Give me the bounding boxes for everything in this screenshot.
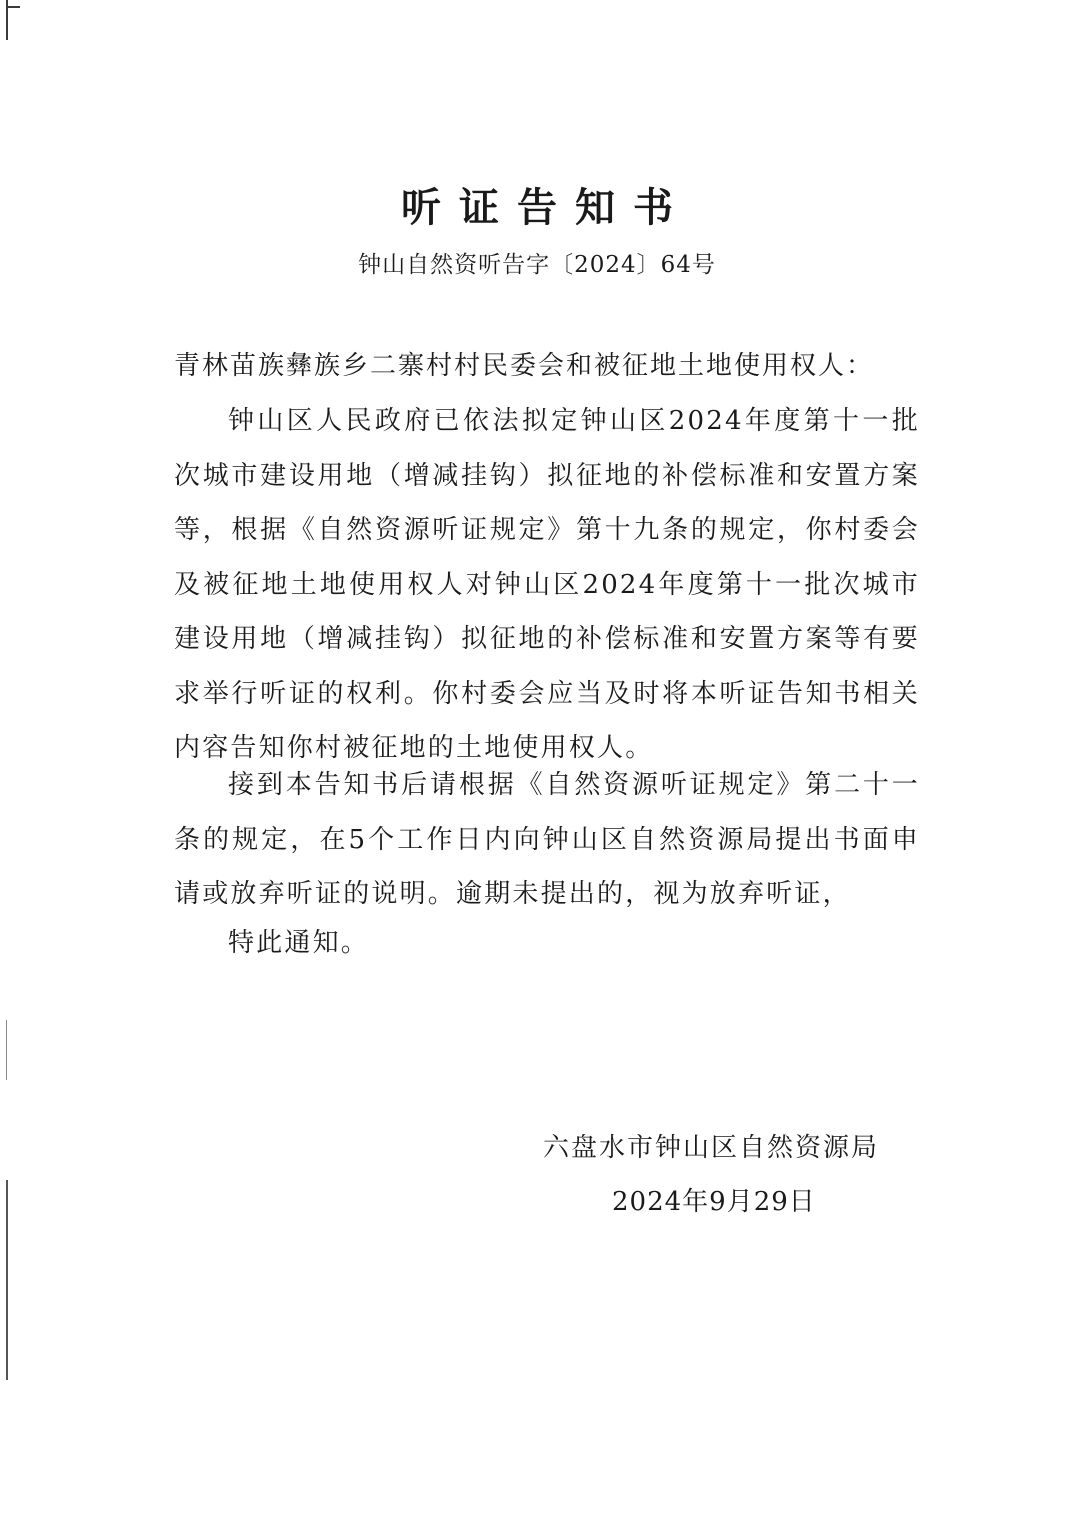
body-paragraph: 接到本告知书后请根据《自然资源听证规定》第二十一条的规定，在5个工作日内向钟山区自然资源局提出书面申请或放弃听证的说明。逾期未提出的，视为放弃听证， bbox=[174, 770, 920, 909]
scan-edge-mark bbox=[6, 6, 20, 8]
scan-edge-mark bbox=[6, 1020, 7, 1080]
issue-date: 2024年9月29日 bbox=[612, 1187, 816, 1217]
body-paragraph: 钟山区人民政府已依法拟定钟山区2024年度第十一批次城市建设用地（增减挂钩）拟征地的补偿标准和安置方案等，根据《自然资源听证规定》第十九条的规定，你村委会及被征地土地使用权人对钟山区2024年度第十一批次城市建设用地（增减挂钩）拟征地的补偿标准和安置方案等有要求举行听证的权利。你村委会应当及时将本听证告知书相关内容告知你村被征地的土地使用权人。 bbox=[174, 406, 920, 763]
addressee-line: 青林苗族彝族乡二寨村村民委会和被征地土地使用权人： bbox=[174, 351, 875, 381]
document-number: 钟山自然资听告字〔2024〕64号 bbox=[358, 252, 716, 278]
issuer-signature: 六盘水市钟山区自然资源局 bbox=[543, 1133, 880, 1163]
closing-paragraph: 特此通知。 bbox=[228, 928, 370, 958]
scan-edge-mark bbox=[6, 1180, 8, 1380]
document-title: 听证告知书 bbox=[401, 184, 691, 231]
